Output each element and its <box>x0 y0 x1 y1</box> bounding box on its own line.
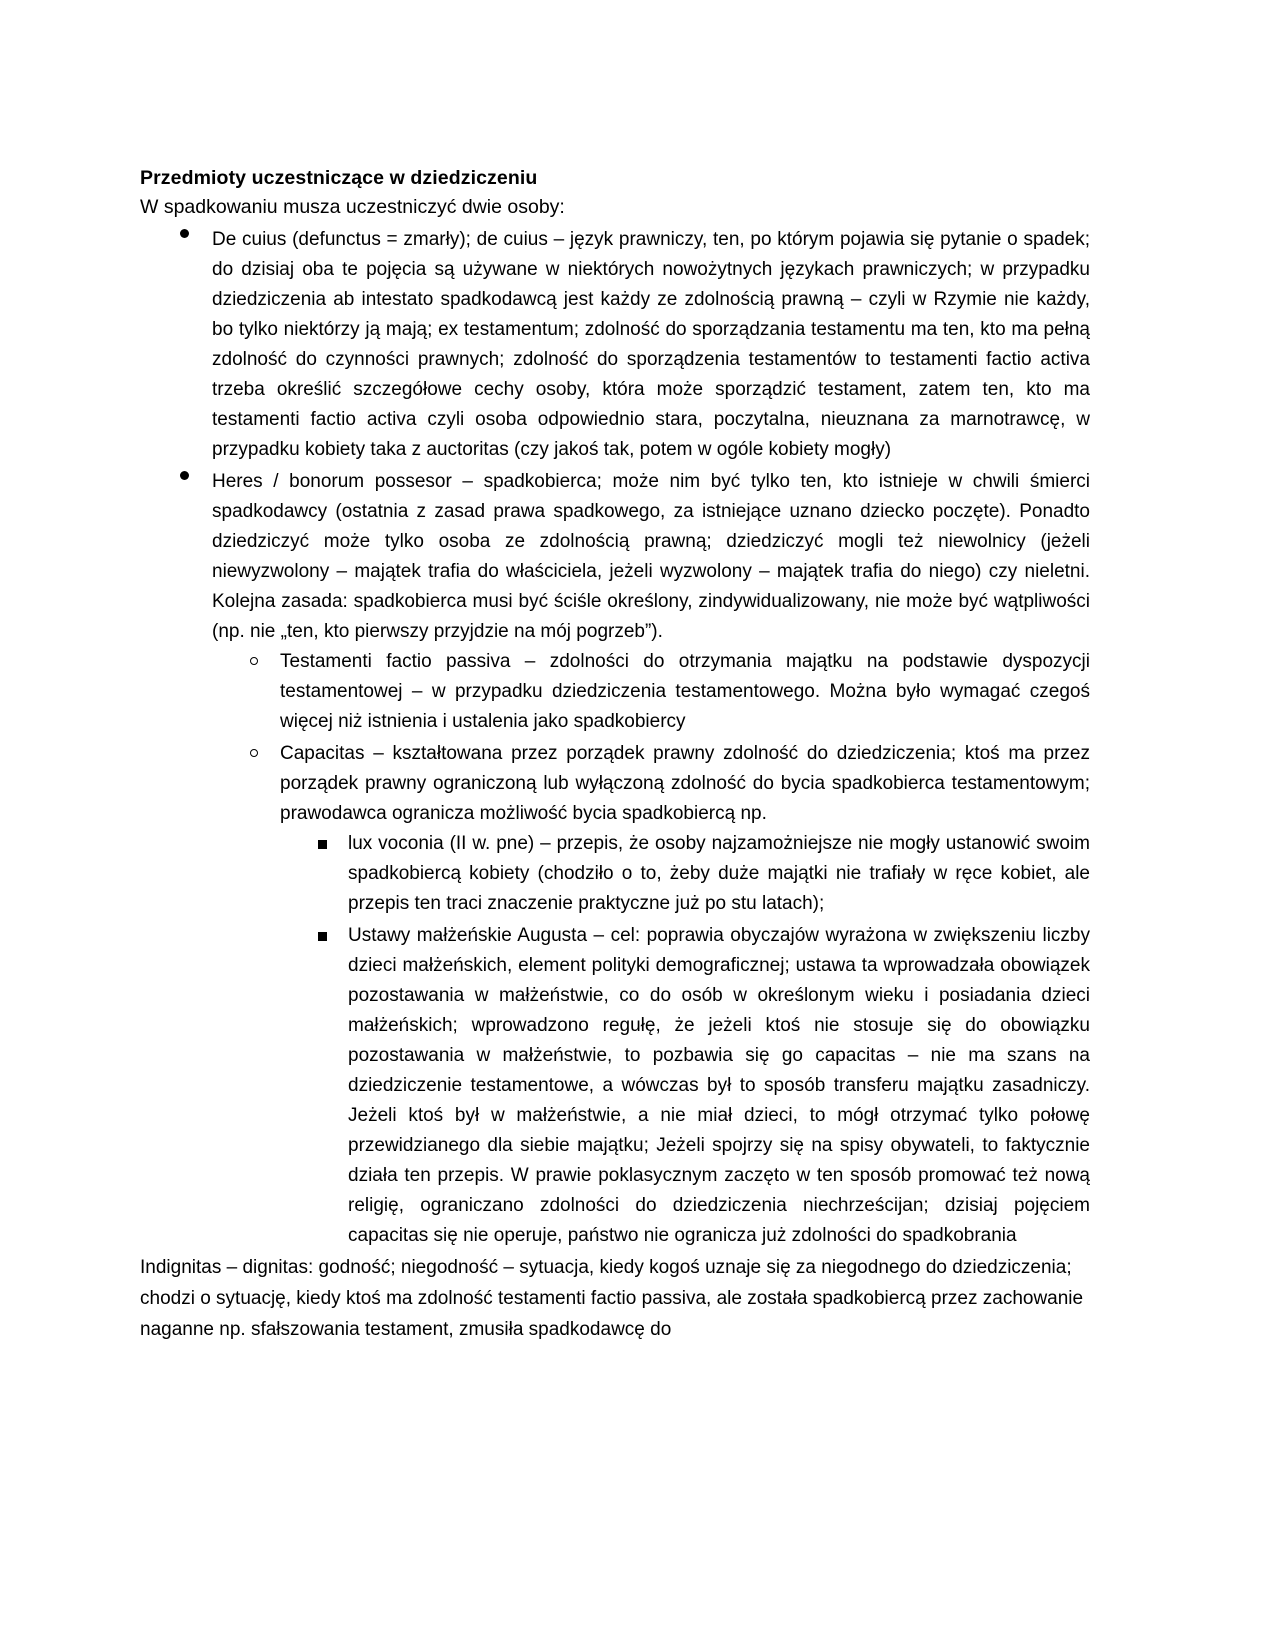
page-subtitle: W spadkowaniu musza uczestniczyć dwie osoby: <box>140 195 565 218</box>
list-item-text: Capacitas – kształtowana przez porządek prawny zdolność do dziedziczenia; ktoś ma przez porządek prawny ograniczoną lub wyłączoną zdolność do bycia spadkobierca testamentowym; prawodawca ogranicza możliwość bycia spadkobiercą np. <box>280 743 1090 825</box>
bullet-list-level-1 <box>140 225 1090 1252</box>
list-item <box>280 921 1090 1251</box>
list-item <box>140 467 1090 1251</box>
bullet-list-level-3 <box>280 829 1090 1251</box>
list-item <box>212 647 1090 737</box>
bullet-list-level-2 <box>212 647 1090 1251</box>
square-bullet-icon <box>318 927 327 945</box>
list-item <box>280 829 1090 919</box>
circle-bullet-icon <box>250 652 258 670</box>
list-item <box>140 225 1090 465</box>
closing-paragraph: Indignitas – dignitas: godność; niegodność – sytuacja, kiedy kogoś uznaje się za niegodnego do dziedziczenia; chodzi o sytuację, kiedy ktoś ma zdolność testamenti factio passiva, ale została spadkobiercą przez zachowanie naganne np. sfałszowania testament, zmusiła spadkodawcę do <box>140 1257 1084 1341</box>
list-item-text: Heres / bonorum possesor – spadkobierca; może nim być tylko ten, kto istnieje w chwili śmierci spadkodawcy (ostatnia z zasad prawa spadkowego, za istniejące uznano dziecko poczęte). Ponadto dziedziczyć może tylko osoba ze zdolnością prawną; dziedziczyć mogli też niewolnicy (jeżeli niewyzwolony – majątek trafia do właściciela, jeżeli wyzwolony – majątek trafia do niego) czy nieletni. Kolejna zasada: spadkobierca musi być ściśle określony, zindywidualizowany, nie może być wątpliwości (np. nie „ten, kto pierwszy przyjdzie na mój pogrzeb”). <box>212 471 1090 643</box>
disc-bullet-icon <box>180 471 192 483</box>
page-title: Przedmioty uczestniczące w dziedziczeniu <box>140 167 538 189</box>
square-bullet-icon <box>318 835 327 853</box>
circle-bullet-icon <box>250 744 258 762</box>
document-body <box>140 165 1090 1346</box>
list-item-text: De cuius (defunctus = zmarły); de cuius – język prawniczy, ten, po którym pojawia się pytanie o spadek; do dzisiaj oba te pojęcia są używane w niektórych nowożytnych językach prawniczych; w przypadku dziedziczenia ab intestato spadkodawcą jest każdy ze zdolnością prawną – czyli w Rzymie nie każdy, bo tylko niektórzy ją mają; ex testamentum; zdolność do sporządzania testamentu ma ten, kto ma pełną zdolność do czynności prawnych; zdolność do sporządzenia testamentów to testamenti factio activa trzeba określić szczegółowe cechy osoby, która może sporządzić testament, zatem ten, kto ma testamenti factio activa czyli osoba odpowiednio stara, poczytalna, nieuznana za marnotrawcę, w przypadku kobiety taka z auctoritas (czy jakoś tak, potem w ogóle kobiety mogły) <box>212 228 1090 461</box>
closing-paragraph-block <box>140 1253 1090 1345</box>
disc-bullet-icon <box>180 229 192 241</box>
list-item-text: lux voconia (II w. pne) – przepis, że osoby najzamożniejsze nie mogły ustanowić swoim spadkobiercą kobiety (chodziło o to, żeby duże majątki nie trafiały w ręce kobiet, ale przepis ten traci znaczenie praktyczne już po stu latach); <box>348 833 1090 915</box>
list-item-text: Testamenti factio passiva – zdolności do otrzymania majątku na podstawie dyspozycji testamentowej – w przypadku dziedziczenia testamentowego. Można było wymagać czegoś więcej niż istnienia i ustalenia jako spadkobiercy <box>280 651 1090 733</box>
list-item-text: Ustawy małżeńskie Augusta – cel: poprawia obyczajów wyrażona w zwiększeniu liczby dzieci małżeńskich, element polityki demograficznej; ustawa ta wprowadzała obowiązek pozostawania w małżeństwie, co do osób w określonym wieku i posiadania dzieci małżeńskich; wprowadzono regułę, że jeżeli ktoś nie stosuje się do obowiązku pozostawania w małżeństwie, to pozbawia się go capacitas – nie ma szans na dziedziczenie testamentowe, a wówczas był to sposób transferu majątku zasadniczy. Jeżeli ktoś był w małżeństwie, a nie miał dzieci, to mógł otrzymać tylko połowę przewidzianego dla siebie majątku; Jeżeli spojrzy się na spisy obywateli, to faktycznie działa ten przepis. W prawie poklasycznym zaczęto w ten sposób promować też nową religię, ograniczano zdolności do dziedziczenia niechrześcijan; dzisiaj pojęciem capacitas się nie operuje, państwo nie ogranicza już zdolności do spadkobrania <box>348 925 1090 1247</box>
list-item <box>212 739 1090 1251</box>
